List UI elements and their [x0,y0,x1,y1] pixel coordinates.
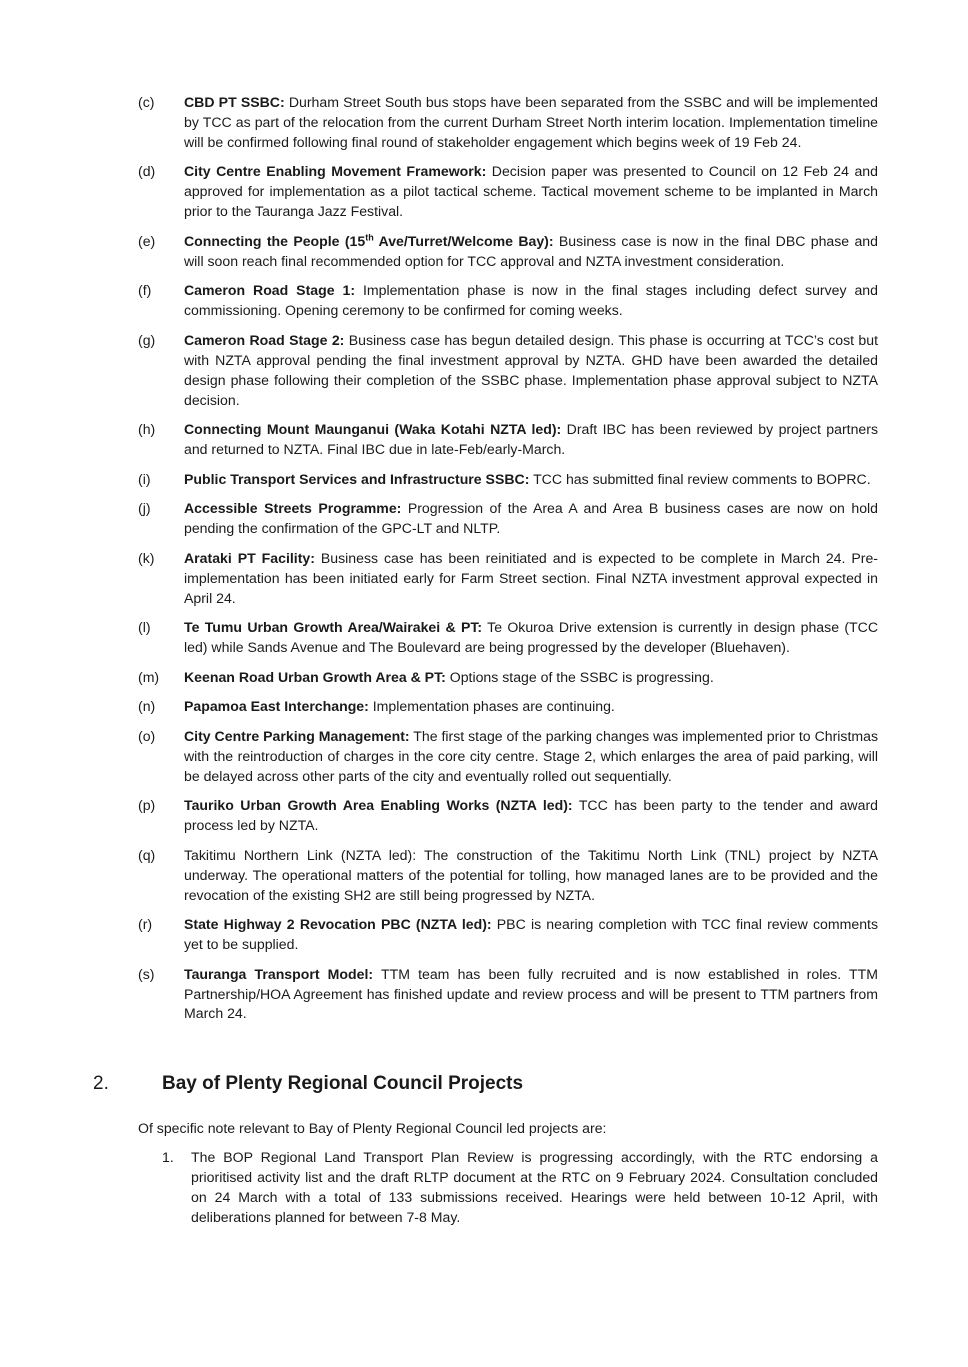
item-text: TTM team has been fully recruited and is now established in roles. TTM Partnership/HOA Agreement has finished update and review process and will be present to TTM partners from March 24. [184,965,878,1022]
item-body [184,232,878,272]
item-text: PBC is nearing completion with TCC final review comments yet to be supplied. [184,916,878,953]
list-item-n [138,697,878,717]
section-number: 2. [93,1073,109,1094]
item-label: Arataki PT Facility: [184,549,315,566]
item-body [184,727,878,787]
item-label [184,233,554,249]
item-marker: (p) [138,797,156,814]
item-text: Progression of the Area A and Area B business cases are now on hold pending the confirmation of the GPC-LT and NLTP. [184,500,878,537]
item-marker: (h) [138,421,156,438]
list-item-q [138,846,878,906]
item-marker: 1. [162,1149,174,1165]
item-text: Business case has begun detailed design. This phase is occurring at TCC’s cost but with NZTA approval pending the final investment approval by NZTA. GHD have been awarded the detailed design phase following their completion of the SSBC phase. Implementation phase approval subject to NZTA decision. [184,331,879,408]
list-item-c [138,93,878,153]
item-text: Implementation phases are continuing. [368,698,615,715]
list-item-k [138,549,878,609]
item-label: Te Tumu Urban Growth Area/Wairakei & PT: [184,619,483,636]
item-body [184,915,878,955]
item-marker: (j) [138,500,151,517]
item-marker: (s) [138,965,155,982]
item-label: State Highway 2 Revocation PBC (NZTA led): [184,916,492,933]
section-heading [93,1073,523,1095]
item-body [184,618,878,658]
list-item-p [138,796,878,836]
item-body [184,331,878,411]
item-body [184,420,878,460]
item-text: The BOP Regional Land Transport Plan Review is progressing accordingly, with the RTC endorsing a prioritised activity list and the draft RLTP document at the RTC on 9 February 2024. Consultation concluded on 24 March with a total of 133 submissions received. Hearings were held between 10-12 April, with deliberations planned for between 7-8 May. [191,1149,878,1225]
item-text: Draft IBC has been reviewed by project partners and returned to NZTA. Final IBC due in late-Feb/early-March. [184,421,878,458]
item-text: Te Okuroa Drive extension is currently in design phase (TCC led) while Sands Avenue and The Boulevard are being progressed by the developer (Bluehaven). [184,619,878,656]
boprc-projects-list [162,1148,878,1228]
list-item-f [138,281,878,321]
item-marker: (i) [138,470,151,487]
item-body [184,549,878,609]
list-item-g [138,331,878,411]
list-item-h [138,420,878,460]
item-text: Options stage of the SSBC is progressing. [445,668,714,685]
item-label: Tauranga Transport Model: [184,965,374,982]
item-label: Keenan Road Urban Growth Area & PT: [184,668,446,685]
item-marker: (g) [138,331,156,348]
item-text: Durham Street South bus stops have been separated from the SSBC and will be implemented by TCC as part of the relocation from the current Durham Street North interim location. Implementation timeline will be confirmed following final round of stakeholder engagement which begins week of 19 Feb 24. [184,94,878,150]
numbered-item-1 [162,1148,878,1228]
item-marker: (k) [138,549,155,566]
item-marker: (n) [138,698,156,715]
item-marker: (r) [138,916,153,933]
list-item-l [138,618,878,658]
item-text: TCC has been party to the tender and award process led by NZTA. [184,797,878,834]
item-text: Business case is now in the final DBC phase and will soon reach final recommended option for TCC approval and NZTA investment consideration. [184,232,878,269]
item-text: Implementation phase is now in the final stages including defect survey and commissioning. Opening ceremony to be confirmed for coming weeks. [184,282,878,319]
item-label: City Centre Parking Management: [184,727,410,744]
item-marker: (e) [138,232,156,249]
item-text: Business case has been reinitiated and is expected to be complete in March 24. Pre-implementation has been initiated early for Farm Street section. Final NZTA investment approval expected in April 24. [184,549,879,606]
item-label-part: Ave/Turret/Welcome Bay): [373,232,554,249]
list-item-d [138,162,878,222]
item-label: CBD PT SSBC: [184,94,285,110]
list-item-r [138,915,878,955]
list-item-o [138,727,878,787]
item-text: The first stage of the parking changes was implemented prior to Christmas with the reintroduction of charges in the core city centre. Stage 2, which enlarges the area of paid parking, will be delayed across other parts of the city and eventually rolled out sequentially. [184,727,878,784]
item-label: Tauriko Urban Growth Area Enabling Works (NZTA led): [184,797,573,814]
item-marker: (l) [138,619,151,636]
item-label: Connecting Mount Maunganui (Waka Kotahi NZTA led): [184,421,562,438]
item-text: Decision paper was presented to Council on 12 Feb 24 and approved for implementation as a pilot tactical scheme. Tactical movement scheme to be implanted in March prior to the Tauranga Jazz Festival. [184,163,878,220]
item-label: Cameron Road Stage 2: [184,331,345,348]
item-body [184,162,878,222]
item-marker: (c) [138,94,155,110]
item-body [184,93,878,153]
item-marker: (f) [138,282,152,299]
item-body [184,281,878,321]
section-title: Bay of Plenty Regional Council Projects [162,1073,524,1094]
list-item-m [138,668,878,688]
item-marker: (o) [138,727,156,744]
item-marker: (q) [138,846,156,863]
item-body [184,668,878,688]
item-label: Papamoa East Interchange: [184,698,369,715]
item-text: TCC has submitted final review comments to BOPRC. [529,470,871,487]
item-body [184,796,878,836]
item-label: Public Transport Services and Infrastructure SSBC: [184,470,530,487]
superscript: th [365,232,374,243]
tcc-projects-list [138,93,878,1034]
item-marker: (m) [138,668,160,685]
list-item-s [138,965,878,1025]
item-body [184,470,878,490]
list-item-e [138,232,878,272]
item-body [184,697,878,717]
item-marker: (d) [138,163,156,180]
item-label: City Centre Enabling Movement Framework: [184,163,487,180]
item-label: Cameron Road Stage 1: [184,282,356,299]
list-item-j [138,499,878,539]
item-body [184,965,878,1025]
list-item-i [138,470,878,490]
item-text: Takitimu Northern Link (NZTA led): The construction of the Takitimu North Link (TNL) project by NZTA underway. The operational matters of the potential for tolling, how managed lanes are to be provided and the revocation of the existing SH2 are still being progressed by NZTA. [184,846,878,903]
item-label-part: Connecting the People (15 [184,232,366,249]
item-body [184,846,878,906]
item-label: Accessible Streets Programme: [184,500,402,517]
item-body [184,499,878,539]
section-intro: Of specific note relevant to Bay of Plenty Regional Council led projects are: [138,1120,607,1136]
